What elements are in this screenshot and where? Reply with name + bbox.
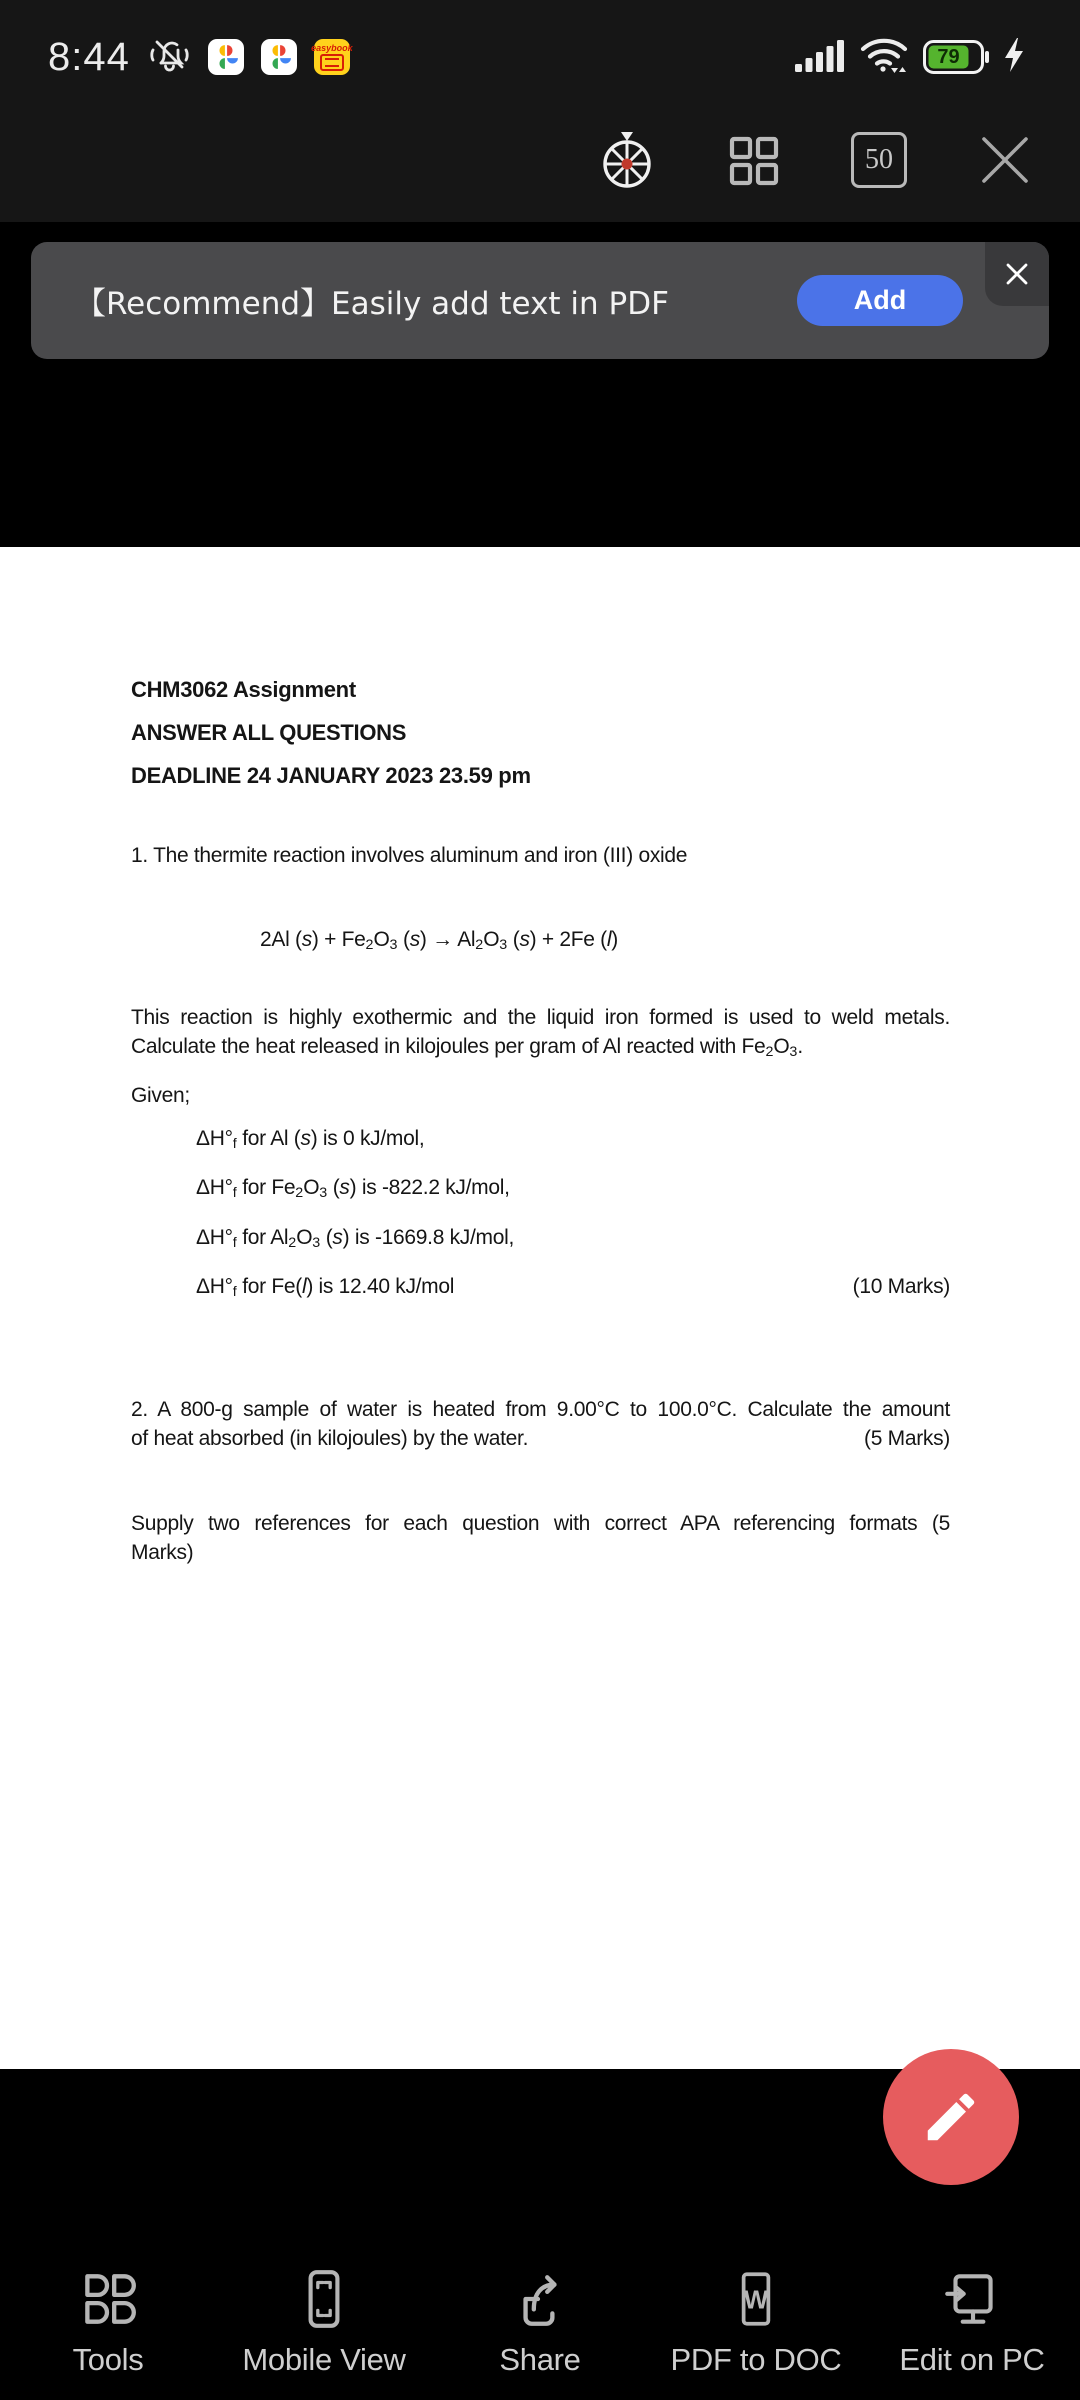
google-photos-icon (208, 39, 244, 75)
promo-banner-text: 【Recommend】Easily add text in PDF (75, 286, 669, 322)
references-line1: Supply two references for each question with correct APA referencing formats (5 (131, 1511, 950, 1535)
muted-bell-icon (147, 34, 191, 81)
battery-percent-text: 79 (937, 46, 960, 68)
toolbar-item-pdf-to-doc[interactable] (648, 2262, 864, 2400)
toolbar-item-tools[interactable] (0, 2262, 216, 2400)
banner-close-button[interactable] (985, 242, 1049, 306)
toolbar-item-edit-on-pc[interactable] (864, 2262, 1080, 2400)
svg-text:W: W (743, 2286, 769, 2315)
toolbar-item-label: Edit on PC (899, 2342, 1045, 2377)
edit-fab[interactable] (883, 2049, 1019, 2185)
bottom-toolbar (0, 2262, 1080, 2400)
toolbar-item-label: Mobile View (242, 2342, 406, 2377)
given-line: ΔH°f for Al (s) is 0 kJ/mol, (196, 1127, 425, 1153)
given-line: ΔH°f for Fe2O3 (s) is -822.2 kJ/mol, (196, 1176, 510, 1202)
pencil-icon (920, 2086, 982, 2148)
given-line4-text: ΔH°f for Fe(l) is 12.40 kJ/mol (196, 1274, 455, 1300)
ticket-glyph (320, 54, 344, 71)
page-indicator[interactable] (851, 132, 907, 188)
toolbar-item-label: PDF to DOC (670, 2342, 842, 2377)
status-bar-right (795, 35, 1025, 80)
given-line (131, 1272, 950, 1307)
question1-marks: (10 Marks) (852, 1274, 950, 1298)
add-button[interactable] (797, 275, 963, 326)
tools-grid-icon (75, 2262, 141, 2332)
doc-instruction: ANSWER ALL QUESTIONS (131, 720, 407, 745)
promo-banner (31, 242, 1049, 359)
page-indicator-value: 50 (865, 144, 893, 175)
toolbar-item-label: Share (499, 2342, 581, 2377)
word-doc-icon (723, 2262, 789, 2332)
status-bar (0, 26, 1080, 88)
toolbar-item-share[interactable] (432, 2262, 648, 2400)
viewer-toolbar (599, 130, 1033, 190)
battery-icon (923, 40, 989, 74)
doc-deadline: DEADLINE 24 JANUARY 2023 23.59 pm (131, 763, 531, 788)
given-line: ΔH°f for Al2O3 (s) is -1669.8 kJ/mol, (196, 1225, 515, 1251)
toolbar-item-label: Tools (72, 2342, 144, 2377)
doc-title: CHM3062 Assignment (131, 677, 356, 702)
wheel-icon[interactable] (599, 130, 655, 190)
edit-on-pc-icon (939, 2262, 1005, 2332)
question2-line2-row (131, 1424, 950, 1453)
status-bar-left (48, 34, 353, 81)
easybook-icon (311, 39, 353, 75)
question2-line2: of heat absorbed (in kilojoules) by the water. (131, 1426, 529, 1450)
grid-view-icon[interactable] (725, 132, 781, 188)
mobile-view-icon (291, 2262, 357, 2332)
question2-line1: 2. A 800-g sample of water is heated from 9.00°C to 100.0°C. Calculate the amount (131, 1397, 950, 1421)
references-line2: Marks) (131, 1540, 194, 1564)
given-label: Given; (131, 1084, 190, 1108)
charging-bolt-icon (1003, 37, 1025, 78)
share-icon (507, 2262, 573, 2332)
question1-line1: This reaction is highly exothermic and the liquid iron formed is used to weld metals. (131, 1006, 950, 1030)
document-content (131, 675, 950, 1567)
question1-intro: 1. The thermite reaction involves aluminum and iron (III) oxide (131, 844, 688, 867)
pdf-page (0, 547, 1080, 2069)
close-icon[interactable] (977, 132, 1033, 188)
add-button-label: Add (853, 285, 907, 315)
easybook-label: easybook (311, 42, 353, 53)
signal-strength-icon (795, 36, 845, 79)
question2-marks: (5 Marks) (864, 1426, 950, 1450)
question1-line2: Calculate the heat released in kilojoules per gram of Al reacted with Fe2O3. (131, 1035, 803, 1061)
chemical-equation: 2Al (s) + Fe2O3 (s) → Al2O3 (s) + 2Fe (l) (260, 928, 618, 954)
close-x-icon (1003, 260, 1031, 288)
toolbar-item-mobile-view[interactable] (216, 2262, 432, 2400)
google-photos-icon (261, 39, 297, 75)
clock: 8:44 (48, 34, 130, 79)
wifi-icon (859, 35, 909, 80)
